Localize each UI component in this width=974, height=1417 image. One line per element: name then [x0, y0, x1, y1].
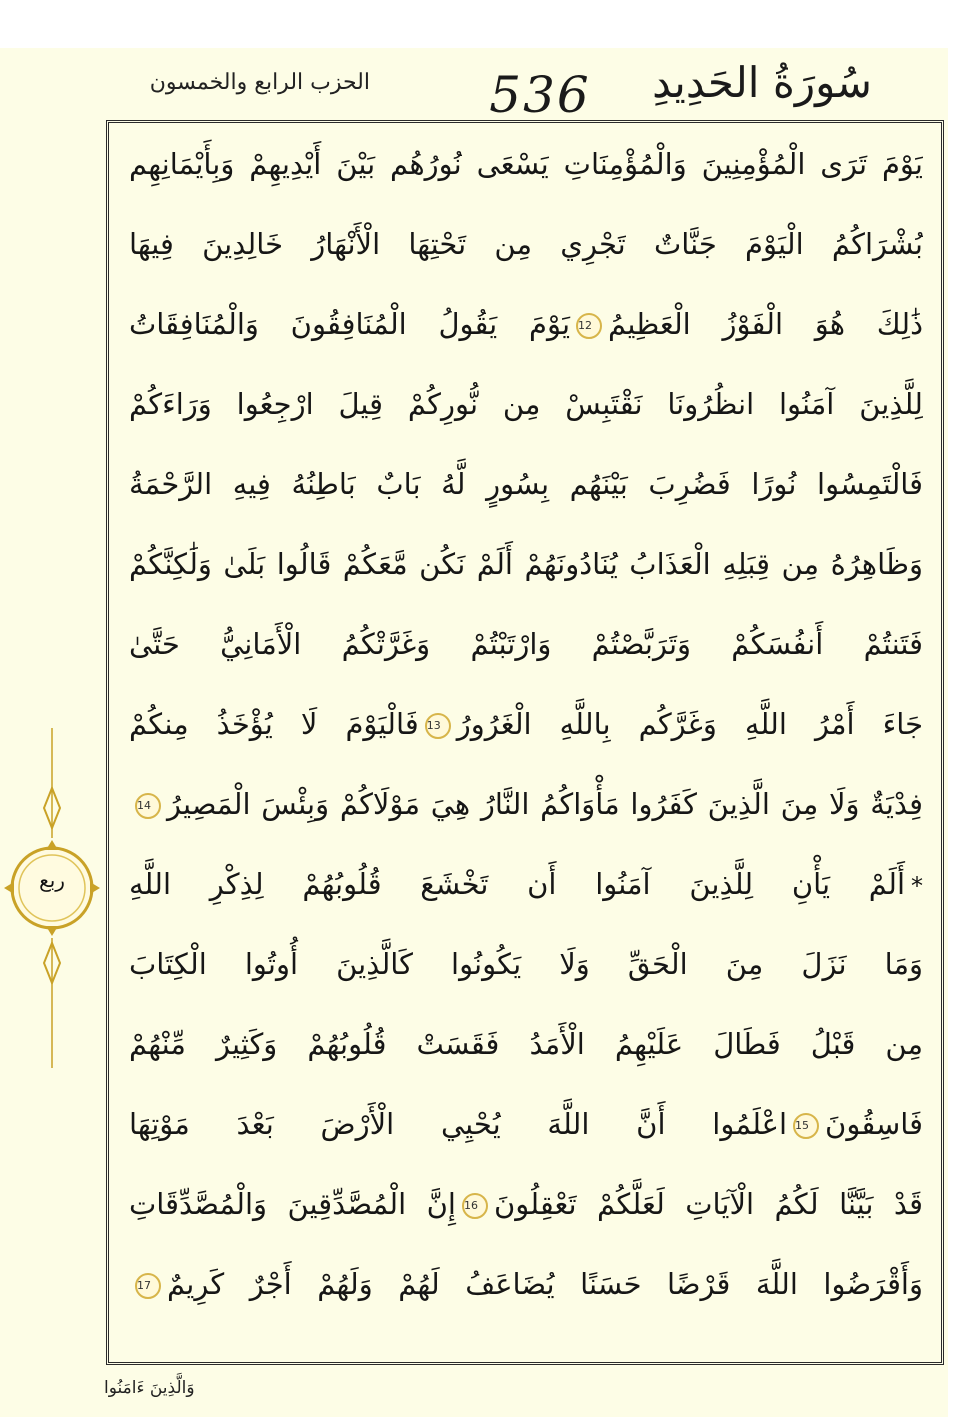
- text-line-12: [129, 1009, 923, 1079]
- text-line-1: [129, 129, 923, 199]
- mushaf-page: [0, 48, 948, 1417]
- line-text: مِن قَبْلُ فَطَالَ عَلَيْهِمُ الْأَمَدُ فَقَسَتْ قُلُوبُهُمْ وَكَثِيرٌ مِّنْهُمْ: [129, 1027, 923, 1061]
- line-text: يَوْمَ تَرَى الْمُؤْمِنِينَ وَالْمُؤْمِنَاتِ يَسْعَى نُورُهُم بَيْنَ أَيْدِيهِمْ وَبِأَيْمَانِهِم: [129, 147, 923, 181]
- line-text: فِدْيَةٌ وَلَا مِنَ الَّذِينَ كَفَرُوا مَأْوَاكُمُ النَّارُ هِيَ مَوْلَاكُمْ وَبِئْسَ الْمَصِيرُ: [167, 787, 923, 821]
- line-text: فَتَنتُمْ أَنفُسَكُمْ وَتَرَبَّصْتُمْ وَارْتَبْتُمْ وَغَرَّتْكُمُ الْأَمَانِيُّ حَتَّىٰ: [129, 627, 923, 661]
- line-text: يَوْمَ يَقُولُ الْمُنَافِقُونَ وَالْمُنَافِقَاتُ: [129, 307, 571, 341]
- text-line-14: [129, 1169, 923, 1239]
- verse-number-marker: 12: [576, 313, 602, 339]
- text-line-7: [129, 609, 923, 679]
- text-frame: [106, 120, 944, 1365]
- surah-title: سُورَةُ الحَدِيدِ: [652, 58, 872, 107]
- line-text: فَالْتَمِسُوا نُورًا فَضُرِبَ بَيْنَهُم بِسُورٍ لَّهُ بَابٌ بَاطِنُهُ فِيهِ الرَّحْمَةُ: [129, 467, 923, 501]
- line-text: فَالْيَوْمَ لَا يُؤْخَذُ مِنكُمْ: [129, 707, 419, 741]
- text-line-4: [129, 369, 923, 439]
- line-text: وَأَقْرَضُوا اللَّهَ قَرْضًا حَسَنًا يُضَاعَفُ لَهُمْ وَلَهُمْ أَجْرٌ كَرِيمٌ: [167, 1267, 923, 1301]
- text-line-9: [129, 769, 923, 839]
- text-line-2: [129, 209, 923, 279]
- page-number: 536: [489, 66, 591, 124]
- text-line-15: [129, 1249, 923, 1319]
- text-line-3: [129, 289, 923, 359]
- line-text: أَلَمْ يَأْنِ لِلَّذِينَ آمَنُوا أَن تَخْشَعَ قُلُوبُهُمْ لِذِكْرِ اللَّهِ: [129, 867, 905, 901]
- ornament-icon: [2, 728, 102, 1068]
- catchword: وَالَّذِينَ ءَامَنُوا: [104, 1378, 195, 1398]
- line-text: جَاءَ أَمْرُ اللَّهِ وَغَرَّكُم بِاللَّهِ الْغَرُورُ: [456, 707, 923, 741]
- line-text: اعْلَمُوا أَنَّ اللَّهَ يُحْيِي الْأَرْضَ بَعْدَ مَوْتِهَا: [129, 1107, 788, 1141]
- verse-number-marker: 13: [425, 713, 451, 739]
- verse-number-marker: 14: [135, 793, 161, 819]
- line-text: فَاسِقُونَ: [825, 1107, 923, 1141]
- text-line-5: [129, 449, 923, 519]
- page-header: [0, 48, 948, 124]
- text-line-10: [129, 849, 923, 919]
- text-line-8: [129, 689, 923, 759]
- verse-number-marker: 17: [135, 1273, 161, 1299]
- line-text: لِلَّذِينَ آمَنُوا انظُرُونَا نَقْتَبِسْ مِن نُّورِكُمْ قِيلَ ارْجِعُوا وَرَاءَكُمْ: [129, 387, 923, 421]
- line-text: ذَٰلِكَ هُوَ الْفَوْزُ الْعَظِيمُ: [608, 307, 923, 341]
- line-text: وَظَاهِرُهُ مِن قِبَلِهِ الْعَذَابُ يُنَادُونَهُمْ أَلَمْ نَكُن مَّعَكُمْ قَالُوا بَلَىٰ وَلَٰكِنَّكُمْ: [129, 547, 923, 581]
- hizb-title: الحزب الرابع والخمسون: [149, 70, 370, 95]
- hizb-quarter-ornament: [2, 728, 102, 1068]
- line-text: إِنَّ الْمُصَّدِّقِينَ وَالْمُصَّدِّقَاتِ: [129, 1187, 456, 1221]
- line-text: بُشْرَاكُمُ الْيَوْمَ جَنَّاتٌ تَجْرِي مِن تَحْتِهَا الْأَنْهَارُ خَالِدِينَ فِيهَا: [129, 227, 923, 261]
- verse-number-marker: 15: [793, 1113, 819, 1139]
- line-text: وَمَا نَزَلَ مِنَ الْحَقِّ وَلَا يَكُونُوا كَالَّذِينَ أُوتُوا الْكِتَابَ: [129, 947, 923, 981]
- verse-number-marker: 16: [462, 1193, 488, 1219]
- text-line-13: [129, 1089, 923, 1159]
- hizb-star-icon: *: [911, 872, 923, 900]
- hizb-quarter-label: ربع: [39, 868, 65, 892]
- line-text: قَدْ بَيَّنَّا لَكُمُ الْآيَاتِ لَعَلَّكُمْ تَعْقِلُونَ: [494, 1187, 923, 1221]
- text-line-11: [129, 929, 923, 999]
- text-line-6: [129, 529, 923, 599]
